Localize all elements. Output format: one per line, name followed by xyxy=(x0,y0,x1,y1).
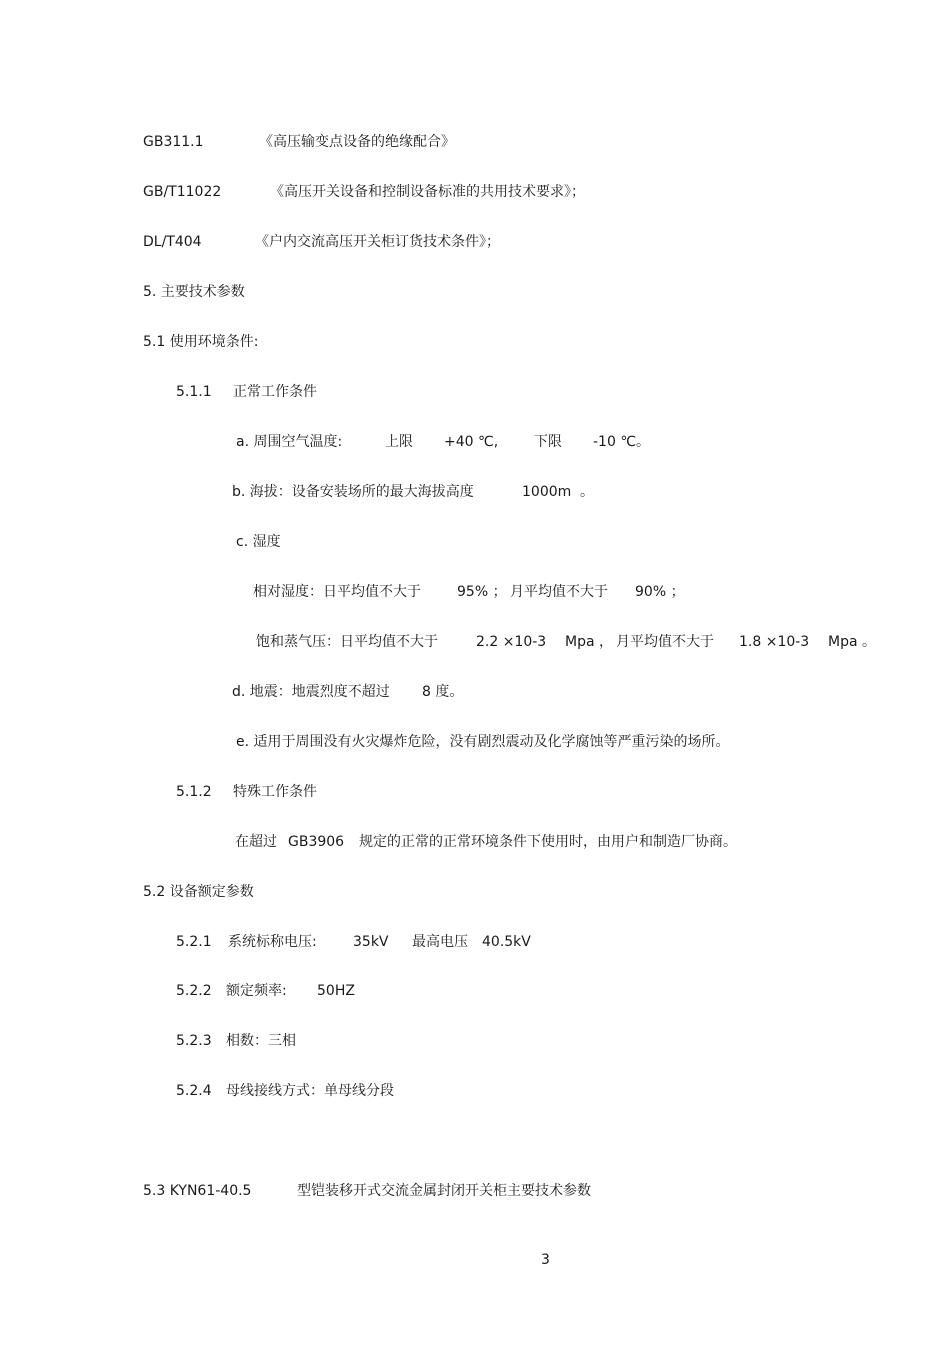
vp-unit: Mpa ， xyxy=(565,634,613,650)
text-post: 规定的正常的正常环境条件下使用时，由用户和制造厂协商。 xyxy=(359,834,737,850)
standard-code: DL/T404 xyxy=(143,234,202,250)
rh-day-value: 95% ； xyxy=(457,584,507,600)
vp-month-label: 月平均值不大于 xyxy=(616,634,714,650)
standard-code: GB311.1 xyxy=(143,134,204,150)
parameter-extra-value: 40.5kV xyxy=(482,934,531,950)
clause-number: 5.2.3 xyxy=(176,1033,212,1049)
parameter-label: 相数：三相 xyxy=(226,1033,296,1049)
clause-number: 5.2.1 xyxy=(176,934,212,950)
clause-title: 正常工作条件 xyxy=(233,384,317,400)
section-heading: 5. 主要技术参数 xyxy=(143,284,245,300)
environment-item: e. 适用于周围没有火灾爆炸危险，没有剧烈震动及化学腐蚀等严重污染的场所。 xyxy=(236,734,730,750)
text-pre: 在超过 xyxy=(235,834,277,850)
vp-unit: Mpa 。 xyxy=(828,634,876,650)
upper-limit-value: +40 ℃, xyxy=(444,434,499,450)
lower-limit-value: -10 ℃。 xyxy=(593,434,651,450)
clause-number: 5.1.1 xyxy=(176,384,212,400)
subsection-heading: 5.1 使用环境条件: xyxy=(143,334,259,350)
rh-label: 相对湿度：日平均值不大于 xyxy=(253,584,421,600)
vp-day-value: 2.2 ×10-3 xyxy=(476,634,547,650)
vp-month-value: 1.8 ×10-3 xyxy=(739,634,810,650)
subsection-number: 5.3 KYN61-40.5 xyxy=(143,1183,252,1199)
parameter-label: 额定频率: xyxy=(226,983,287,999)
item-label: b. 海拔：设备安装场所的最大海拔高度 xyxy=(232,484,474,500)
parameter-value: 50HZ xyxy=(317,983,355,999)
standard-title: 《户内交流高压开关柜订货技术条件》； xyxy=(255,234,500,250)
rh-month-label: 月平均值不大于 xyxy=(510,584,608,600)
standard-title: 《高压输变点设备的绝缘配合》 xyxy=(259,134,455,150)
parameter-value: 35kV xyxy=(353,934,389,950)
altitude-value: 1000m xyxy=(522,484,572,500)
humidity-item: c. 湿度 xyxy=(236,534,281,550)
parameter-label: 系统标称电压: xyxy=(228,934,317,950)
clause-title: 特殊工作条件 xyxy=(233,784,317,800)
clause-number: 5.2.4 xyxy=(176,1083,212,1099)
subsection-title: 型铠装移开式交流金属封闭开关柜主要技术参数 xyxy=(297,1183,591,1199)
standard-title: 《高压开关设备和控制设备标准的共用技术要求》； xyxy=(270,184,585,200)
item-label: d. 地震：地震烈度不超过 xyxy=(232,684,390,700)
seismic-value: 8 度。 xyxy=(422,684,464,700)
standard-code: GB3906 xyxy=(288,834,345,850)
clause-number: 5.2.2 xyxy=(176,983,212,999)
upper-limit-label: 上限 xyxy=(385,434,413,450)
lower-limit-label: 下限 xyxy=(534,434,562,450)
standard-code: GB/T11022 xyxy=(143,184,222,200)
vp-label: 饱和蒸气压：日平均值不大于 xyxy=(256,634,438,650)
subsection-heading: 5.2 设备额定参数 xyxy=(143,884,254,900)
parameter-label: 母线接线方式：单母线分段 xyxy=(226,1083,394,1099)
item-label: a. 周围空气温度: xyxy=(236,434,343,450)
rh-month-value: 90% ； xyxy=(635,584,685,600)
clause-number: 5.1.2 xyxy=(176,784,212,800)
item-end: 。 xyxy=(580,484,594,500)
page-number: 3 xyxy=(541,1252,550,1268)
parameter-extra-label: 最高电压 xyxy=(412,934,468,950)
